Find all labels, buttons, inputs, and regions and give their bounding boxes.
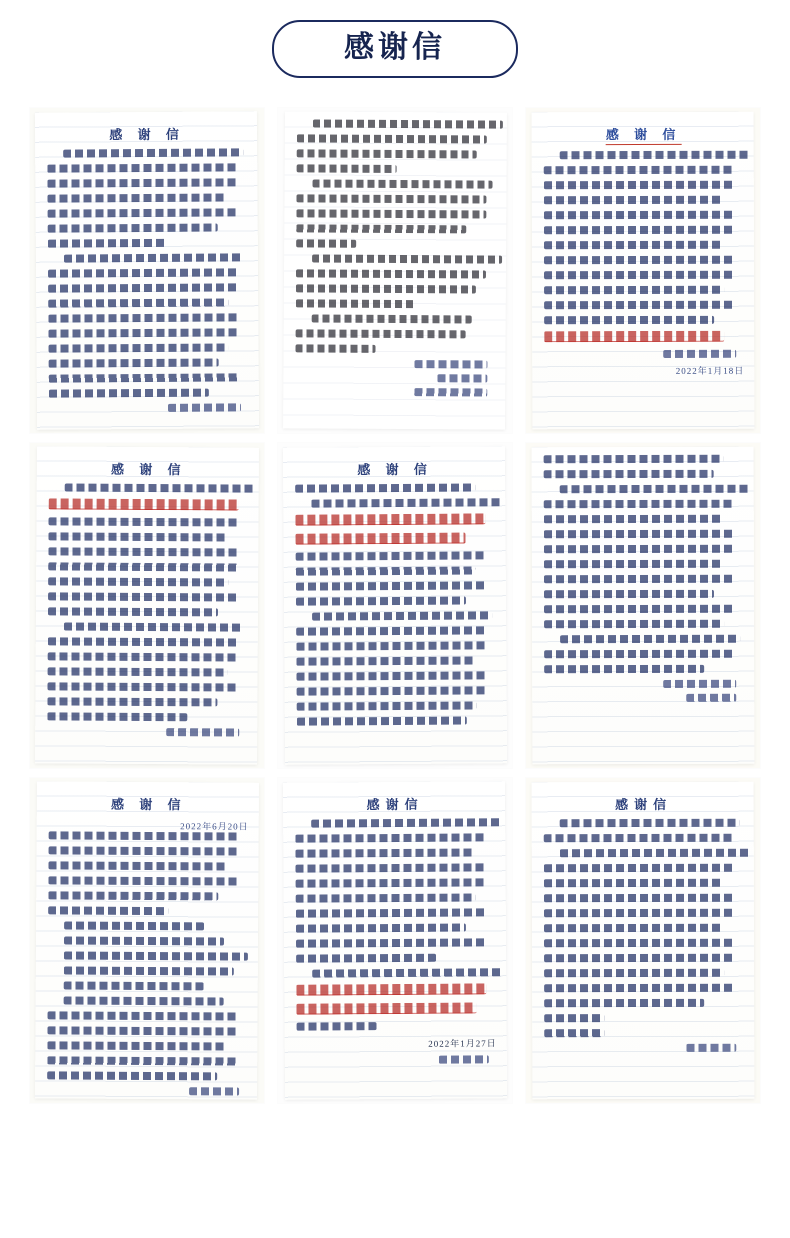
letter-card[interactable] <box>526 443 760 768</box>
letter-card[interactable] <box>526 778 760 1103</box>
letter-signature-block <box>544 350 744 359</box>
letter-title: 感 谢 信 <box>111 461 187 478</box>
letter-paper <box>532 112 755 430</box>
letter-card[interactable] <box>278 443 512 768</box>
letter-signature-block <box>297 1055 497 1064</box>
letter-signature-block <box>544 680 744 703</box>
letter-card[interactable] <box>30 443 264 768</box>
page-title-container <box>0 0 790 78</box>
letter-body <box>47 831 249 1080</box>
page-title: 感谢信 <box>344 31 446 64</box>
letter-paper <box>532 782 755 1100</box>
letter-body <box>47 148 249 397</box>
letter-signature-block <box>47 1086 247 1095</box>
letter-paper <box>35 446 259 764</box>
letter-title: 感 谢 信 <box>357 461 433 478</box>
letter-body <box>544 455 745 674</box>
letter-paper <box>35 781 259 1099</box>
letter-title: 感 谢 信 <box>111 796 187 813</box>
letter-body <box>544 819 745 1023</box>
letter-date: 2022年1月27日 <box>428 1038 497 1049</box>
letter-signature-block <box>295 359 495 396</box>
letter-body <box>295 119 496 353</box>
letter-paper <box>283 781 507 1100</box>
letter-card[interactable] <box>30 108 264 433</box>
letters-grid <box>30 108 760 1103</box>
letter-paper <box>283 446 507 765</box>
letter-card[interactable] <box>278 778 512 1103</box>
letter-title: 感谢信 <box>366 796 424 813</box>
letter-date: 2022年6月20日 <box>180 821 249 832</box>
letter-body <box>295 818 496 1030</box>
letter-title: 感谢信 <box>615 796 673 813</box>
letter-date: 2022年1月18日 <box>675 365 745 376</box>
letter-title: 感 谢 信 <box>606 124 682 145</box>
letter-closing <box>544 1029 604 1037</box>
letter-body <box>47 483 248 721</box>
letter-body <box>295 483 497 725</box>
letter-card[interactable] <box>526 108 760 433</box>
letter-signature-block <box>544 1044 744 1053</box>
page-title-badge <box>272 20 518 78</box>
letter-card[interactable] <box>30 778 264 1103</box>
letter-signature-block <box>49 403 249 412</box>
letter-signature-block <box>47 727 247 736</box>
letter-paper <box>35 111 259 430</box>
letter-paper <box>532 447 755 765</box>
letter-body <box>544 151 744 343</box>
letter-paper <box>283 111 507 429</box>
letter-title: 感 谢 信 <box>109 126 185 143</box>
letter-card[interactable] <box>278 108 512 433</box>
